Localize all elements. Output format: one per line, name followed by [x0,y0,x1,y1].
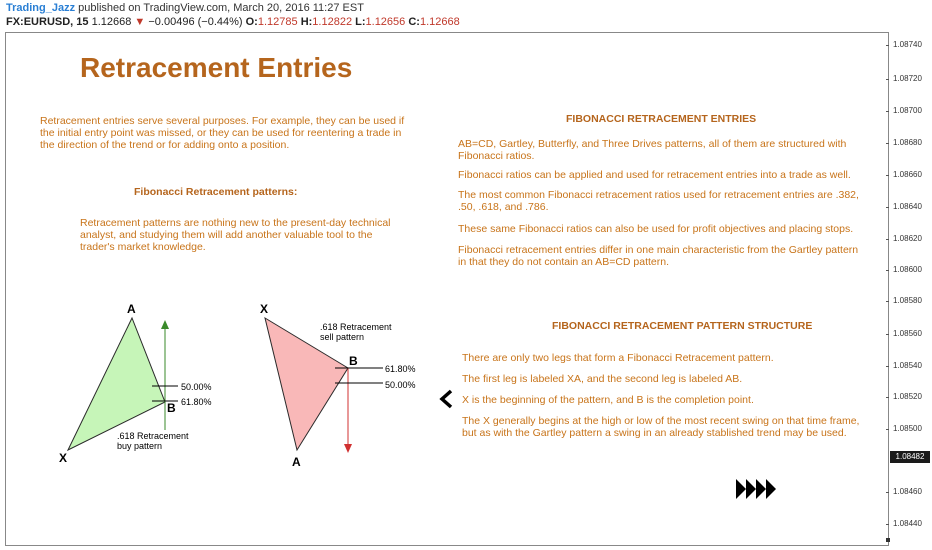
sell-label-x: X [260,302,269,316]
up-arrow-icon [161,320,169,329]
structure-paragraph: The X generally begins at the high or low of the most recent swing on that time frame, but as with the Gartley pattern a swing in an already stablished trend may be used. [462,415,860,439]
page-title: Retracement Entries [80,52,353,83]
sell-pattern [260,302,416,469]
change-down-icon: ▼ [134,16,146,28]
author-link[interactable]: Trading_Jazz [6,2,76,14]
close-label: C: [408,16,420,28]
buy-level-618-label: 61.80% [181,397,212,407]
buy-pattern [59,302,212,465]
buy-caption: .618 Retracement [117,431,189,441]
patterns-text: Retracement patterns are nothing new to the present-day technical analyst, and studying them will add another valuable tool to the trader's market knowledge. [80,217,391,253]
entries-paragraph: AB=CD, Gartley, Butterfly, and Three Drives patterns, all of them are structured with Fibonacci ratios. [458,138,847,162]
open-label: O: [245,16,258,28]
buy-level-50-label: 50.00% [181,382,212,392]
down-arrow-icon [344,444,352,453]
buy-label-a: A [127,302,136,316]
close-value: 1.12668 [419,16,460,28]
structure-heading: FIBONACCI RETRACEMENT PATTERN STRUCTURE [552,320,813,332]
sell-level-618-label: 61.80% [385,364,416,374]
entries-paragraph: Fibonacci retracement entries differ in one main characteristic from the Gartley pattern in that they do not contain an AB=CD pattern. [458,244,859,268]
entries-paragraph: The most common Fibonacci retracement ratios used for retracement entries are .382, .50, .618, and .786. [458,189,859,213]
patterns-heading: Fibonacci Retracement patterns: [134,186,298,198]
high-label: H: [300,16,313,28]
structure-paragraph: The first leg is labeled XA, and the second leg is labeled AB. [462,373,743,385]
symbol[interactable]: FX:EURUSD, 15 [6,16,89,28]
buy-label-x: X [59,451,68,465]
change-value: −0.00496 (−0.44%) [148,16,243,28]
open-value: 1.12785 [257,16,298,28]
price-axis[interactable]: 1.08740 1.08720 1.08700 1.08680 1.08660 1.08640 1.08620 1.08600 1.08580 1.08560 1.08540 1.08520 1.08500 1.08460 1.08440 [889,32,932,546]
current-price-tag: 1.08482 [890,451,930,463]
low-label: L: [355,16,366,28]
low-value: 1.12656 [365,16,406,28]
entries-paragraph: These same Fibonacci ratios can also be used for profit objectives and placing stops. [458,223,854,235]
publish-info: published on TradingView.com, March 20, 2016 11:27 EST [78,2,364,14]
chevron-left-icon[interactable] [442,391,451,407]
entries-paragraph: Fibonacci ratios can be applied and used for retracement entries into a trade as well. [458,169,851,181]
sell-label-b: B [349,354,358,368]
axis-corner [886,538,890,542]
structure-paragraph: There are only two legs that form a Fibonacci Retracement pattern. [462,352,774,364]
play-arrows-icon[interactable] [736,479,776,499]
entries-heading: FIBONACCI RETRACEMENT ENTRIES [566,113,757,125]
buy-caption: buy pattern [117,441,163,451]
structure-paragraph: X is the beginning of the pattern, and B is the completion point. [462,394,754,406]
intro-text: Retracement entries serve several purposes. For example, they can be used if the initial entry point was missed, or they can be used for reentering a trade in the direction of the trend or for adding onto a position. [40,115,405,151]
sell-label-a: A [292,455,301,469]
buy-label-b: B [167,401,176,415]
high-value: 1.12822 [312,16,353,28]
sell-caption: sell pattern [320,332,365,342]
last-price: 1.12668 [91,16,132,28]
sell-caption: .618 Retracement [320,322,392,332]
sell-level-50-label: 50.00% [385,380,416,390]
